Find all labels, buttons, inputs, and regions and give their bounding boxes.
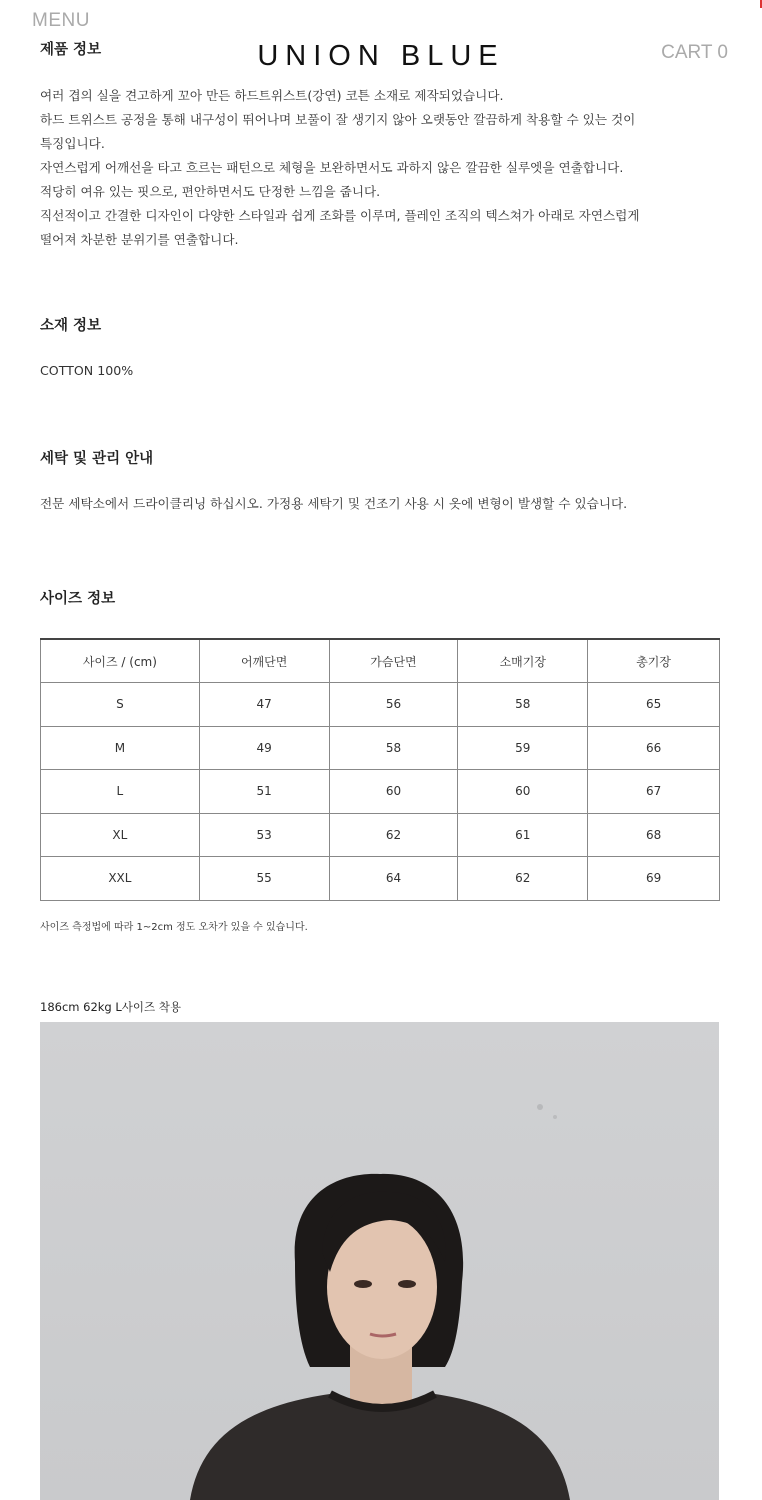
measurement-cell: 65 — [588, 683, 720, 727]
measurement-cell: 62 — [329, 813, 458, 857]
care-text: 전문 세탁소에서 드라이클리닝 하십시오. 가정용 세탁기 및 건조기 사용 시 옷에 변형이 발생할 수 있습니다. — [40, 496, 628, 511]
size-table — [40, 638, 720, 901]
size-label-cell: M — [41, 726, 200, 770]
menu-button[interactable]: MENU — [32, 10, 90, 31]
size-title: 사이즈 정보 — [40, 591, 116, 607]
model-photo — [40, 1022, 719, 1500]
measurement-cell: 64 — [329, 857, 458, 901]
column-header: 사이즈 / (cm) — [41, 639, 200, 683]
measurement-cell: 58 — [458, 683, 588, 727]
model-caption: 186cm 62kg L사이즈 착용 — [40, 1000, 181, 1014]
size-label-cell: S — [41, 683, 200, 727]
care-title: 세탁 및 관리 안내 — [40, 451, 154, 467]
product-info-title: 제품 정보 — [40, 42, 102, 58]
material-title: 소재 정보 — [40, 318, 102, 334]
measurement-cell: 67 — [588, 770, 720, 814]
column-header: 총기장 — [588, 639, 720, 683]
description-line: 자연스럽게 어깨선을 타고 흐르는 패턴으로 체형을 보완하면서도 과하지 않은 깔끔한 실루엣을 연출합니다. — [40, 160, 624, 175]
description-line: 특징입니다. — [40, 136, 105, 151]
column-header: 가슴단면 — [329, 639, 458, 683]
description-line: 적당히 여유 있는 핏으로, 편안하면서도 단정한 느낌을 줍니다. — [40, 184, 381, 199]
measurement-cell: 49 — [199, 726, 329, 770]
table-row — [41, 813, 720, 857]
measurement-cell: 53 — [199, 813, 329, 857]
measurement-cell: 62 — [458, 857, 588, 901]
column-header: 어깨단면 — [199, 639, 329, 683]
measurement-cell: 47 — [199, 683, 329, 727]
measurement-cell: 69 — [588, 857, 720, 901]
measurement-cell: 55 — [199, 857, 329, 901]
table-row — [41, 726, 720, 770]
measurement-cell: 68 — [588, 813, 720, 857]
measurement-cell: 60 — [329, 770, 458, 814]
description-line: 직선적이고 간결한 디자인이 다양한 스타일과 쉽게 조화를 이루며, 플레인 조직의 텍스쳐가 아래로 자연스럽게 — [40, 208, 640, 223]
column-header: 소매기장 — [458, 639, 588, 683]
size-label-cell: XXL — [41, 857, 200, 901]
material-value: COTTON 100% — [40, 363, 134, 378]
description-line: 하드 트위스트 공정을 통해 내구성이 뛰어나며 보풀이 잘 생기지 않아 오랫동안 깔끔하게 착용할 수 있는 것이 — [40, 112, 636, 127]
cart-button[interactable]: CART 0 — [661, 42, 728, 63]
product-description — [40, 84, 720, 252]
size-label-cell: L — [41, 770, 200, 814]
description-line: 여러 겹의 실을 견고하게 꼬아 만든 하드트위스트(강연) 코튼 소재로 제작되었습니다. — [40, 88, 504, 103]
measurement-cell: 58 — [329, 726, 458, 770]
description-line: 떨어져 차분한 분위기를 연출합니다. — [40, 232, 239, 247]
table-row — [41, 857, 720, 901]
brand-logo[interactable]: UNION BLUE — [257, 40, 505, 72]
size-note: 사이즈 측정법에 따라 1~2cm 정도 오차가 있을 수 있습니다. — [40, 922, 308, 933]
table-header-row — [41, 639, 720, 683]
table-row — [41, 683, 720, 727]
size-label-cell: XL — [41, 813, 200, 857]
model-photo-illustration — [40, 1022, 719, 1500]
measurement-cell: 59 — [458, 726, 588, 770]
measurement-cell: 56 — [329, 683, 458, 727]
measurement-cell: 51 — [199, 770, 329, 814]
measurement-cell: 60 — [458, 770, 588, 814]
measurement-cell: 61 — [458, 813, 588, 857]
table-row — [41, 770, 720, 814]
measurement-cell: 66 — [588, 726, 720, 770]
